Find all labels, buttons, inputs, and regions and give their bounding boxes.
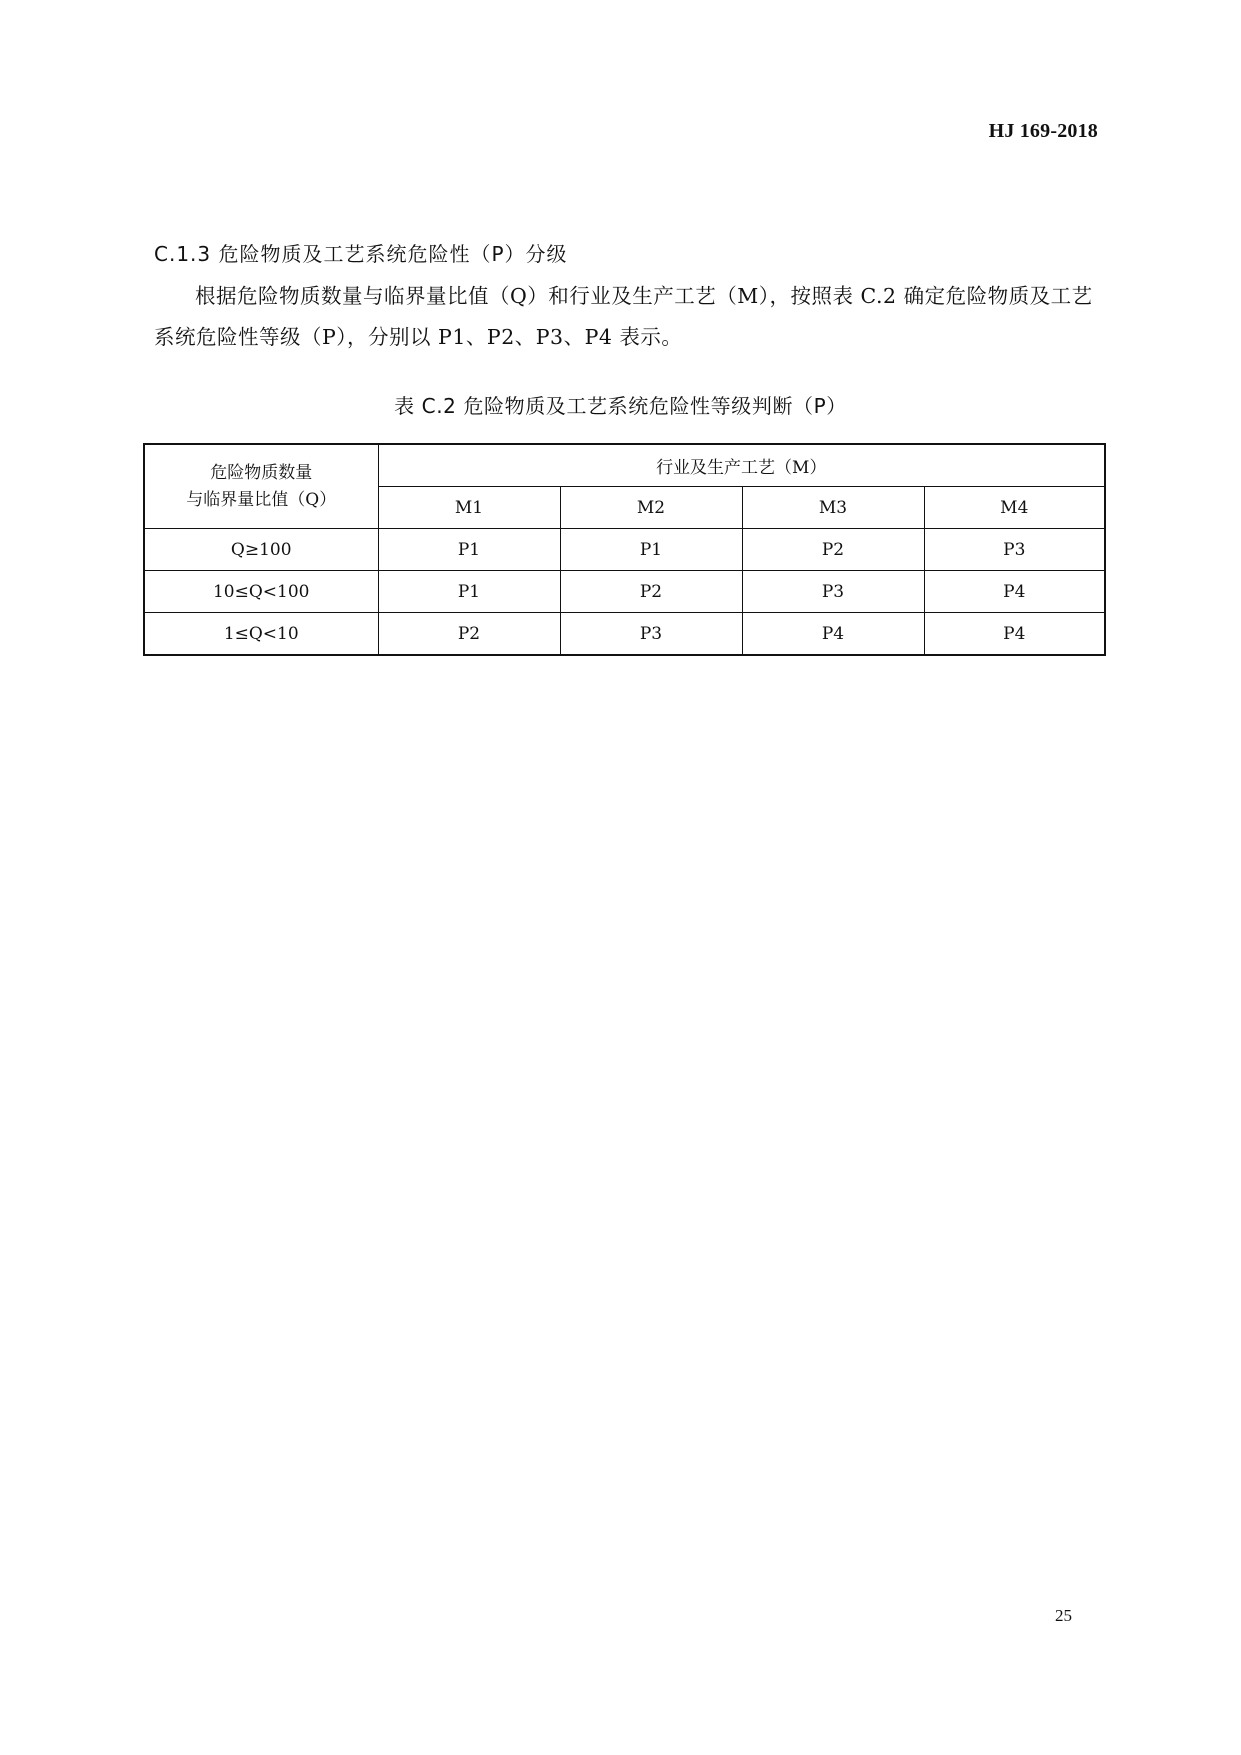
- table-cell: P3: [560, 613, 742, 656]
- row-header-cell: [144, 444, 378, 529]
- table-caption: 表 C.2 危险物质及工艺系统危险性等级判断（P）: [394, 394, 847, 418]
- table-cell: P1: [378, 571, 560, 613]
- hazard-level-table: [143, 443, 1106, 656]
- table-header-row: [144, 444, 1105, 487]
- column-header: M3: [742, 487, 924, 529]
- body-paragraph: 根据危险物质数量与临界量比值（Q）和行业及生产工艺（M），按照表 C.2 确定危险物质及工艺系统危险性等级（P），分别以 P1、P2、P3、P4 表示。: [154, 284, 1093, 349]
- table-cell: P4: [924, 613, 1105, 656]
- page-number: 25: [1055, 1606, 1072, 1625]
- column-header: M4: [924, 487, 1105, 529]
- document-code: HJ 169-2018: [988, 120, 1098, 142]
- table-cell: P2: [742, 529, 924, 571]
- table-cell: P1: [378, 529, 560, 571]
- row-label: 1≤Q<10: [144, 613, 378, 656]
- section-heading: C.1.3 危险物质及工艺系统危险性（P）分级: [154, 242, 568, 266]
- table-row: [144, 529, 1105, 571]
- row-label: Q≥100: [144, 529, 378, 571]
- table-row: [144, 571, 1105, 613]
- table-row: [144, 613, 1105, 656]
- table-cell: P1: [560, 529, 742, 571]
- table-cell: P4: [742, 613, 924, 656]
- table-cell: P2: [378, 613, 560, 656]
- table-cell: P3: [742, 571, 924, 613]
- column-header: M2: [560, 487, 742, 529]
- row-header-line-1: 危险物质数量: [210, 462, 313, 483]
- table-cell: P3: [924, 529, 1105, 571]
- row-header-line-2: 与临界量比值（Q）: [186, 489, 337, 510]
- group-header-cell: 行业及生产工艺（M）: [378, 444, 1105, 487]
- table-cell: P4: [924, 571, 1105, 613]
- row-label: 10≤Q<100: [144, 571, 378, 613]
- column-header: M1: [378, 487, 560, 529]
- table-cell: P2: [560, 571, 742, 613]
